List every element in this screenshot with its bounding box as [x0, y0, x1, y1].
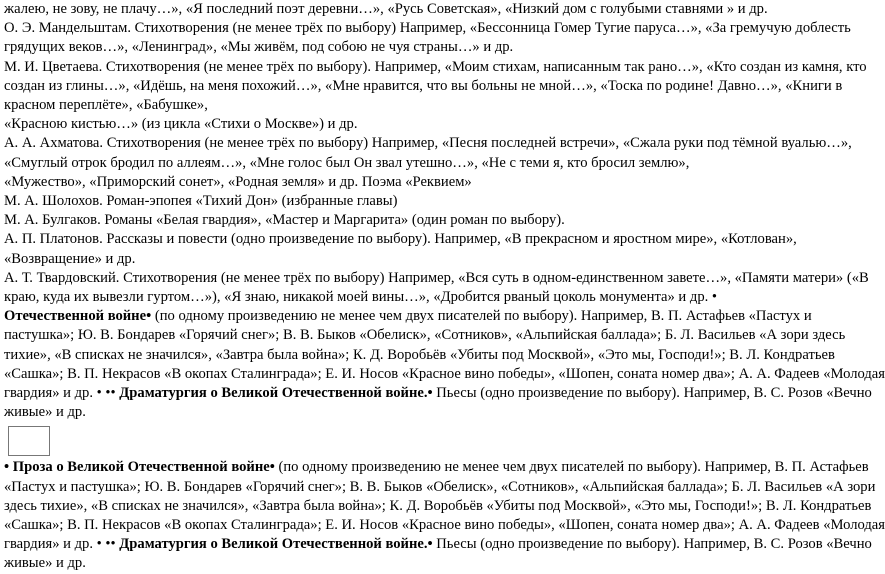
text-span: Пьесы (одно произведение по выбору). Например, В. С. Розов «Вечно [432, 385, 872, 402]
text-line: создан из глины…», «Идёшь, на меня похожий…», «Мне нравится, что вы больны не мной…», «Тоска по родине! Давно…», «Книги в [4, 77, 843, 94]
section-heading: Драматургия о Великой Отечественной войне.• [119, 536, 433, 553]
text-line: А. П. Платонов. Рассказы и повести (одно произведение по выбору). Например, «В прекрасном и яростном мире», «Котлован», [4, 231, 797, 248]
empty-frame [8, 426, 50, 456]
text-span: гвардия» и др. • •• [4, 536, 120, 553]
section-heading: • Проза о Великой Отечественной войне• [4, 459, 275, 476]
text-span: (по одному произведению не менее чем двух писателей по выбору). Например, В. П. Астафьев [274, 459, 869, 476]
text-line: А. А. Ахматова. Стихотворения (не менее трёх по выбору) Например, «Песня последней встречи», «Сжала руки под тёмной вуалью…», [4, 135, 852, 152]
literature-list-top [4, 0, 869, 307]
text-span: Пьесы (одно произведение по выбору). Например, В. С. Розов «Вечно [432, 536, 872, 553]
text-line: здесь тихие», «В списках не значился», «Завтра была война»; К. Д. Воробьёв «Убиты под Москвой», «Это мы, Господи!»; В. Л. Кондратьев [4, 497, 872, 514]
text-line: «Возвращение» и др. [4, 250, 136, 267]
text-line: «Пастух и пастушка»; Ю. В. Бондарев «Горячий снег»; В. В. Быков «Обелиск», «Сотников», «Альпийская баллада»; Б. Л. Васильев «А зори [4, 478, 876, 495]
text-line: «Смуглый отрок бродил по аллеям…», «Мне голос был Он звал утешно…», «Не с теми я, кто бросил землю», [4, 154, 690, 171]
war-prose-block-2 [4, 458, 885, 573]
text-line: «Красною кистью…» (из цикла «Стихи о Москве») и др. [4, 116, 358, 133]
text-line: красном переплёте», «Бабушке», [4, 97, 208, 114]
text-line: грядущих веков…», «Ленинград», «Мы живём, под собою не чуя страны…» и др. [4, 39, 514, 56]
text-line: М. И. Цветаева. Стихотворения (не менее трёх по выбору). Например, «Моим стихам, написанным так рано…», «Кто создан из камня, кто [4, 58, 867, 75]
text-line: М. А. Булгаков. Романы «Белая гвардия», «Мастер и Маргарита» (один роман по выбору). [4, 212, 565, 229]
text-line: тихие», «В списках не значился», «Завтра была война»; К. Д. Воробьёв «Убиты под Москвой», «Это мы, Господи!»; В. Л. Кондратьев [4, 346, 835, 363]
text-span: (по одному произведению не менее чем двух писателей по выбору). Например, В. П. Астафьев «Пастух и [151, 308, 812, 325]
text-line [4, 384, 872, 403]
text-span: гвардия» и др. • •• [4, 385, 120, 402]
section-heading: Драматургия о Великой Отечественной войне.• [119, 385, 433, 402]
text-line [4, 307, 812, 326]
text-line: живые» и др. [4, 404, 86, 421]
text-line: М. А. Шолохов. Роман-эпопея «Тихий Дон» (избранные главы) [4, 193, 398, 210]
war-prose-block-1 [4, 307, 885, 422]
text-line: «Сашка»; В. П. Некрасов «В окопах Сталинграда»; Е. И. Носов «Красное вино победы», «Шопен, соната номер два»; А. А. Фадеев «Молодая [4, 517, 885, 534]
text-line [4, 535, 872, 554]
text-line: живые» и др. [4, 555, 86, 572]
text-line [4, 458, 869, 477]
text-line: краю, куда их вывезли гуртом…»), «Я знаю, никакой моей вины…», «Дробится рваный цоколь монумента» и др. • [4, 289, 718, 306]
text-line: пастушка»; Ю. В. Бондарев «Горячий снег»; В. В. Быков «Обелиск», «Сотников», «Альпийская баллада»; Б. Л. Васильев «А зори здесь [4, 327, 846, 344]
section-heading: Отечественной войне• [4, 308, 152, 325]
text-line: «Сашка»; В. П. Некрасов «В окопах Сталинграда»; Е. И. Носов «Красное вино победы», «Шопен, соната номер два»; А. А. Фадеев «Молодая [4, 365, 885, 382]
text-line: жалею, не зову, не плачу…», «Я последний поэт деревни…», «Русь Советская», «Низкий дом с голубыми ставнями » и др. [4, 1, 768, 17]
text-line: А. Т. Твардовский. Стихотворения (не менее трёх по выбору) Например, «Вся суть в одном-единственном завете…», «Памяти матери» («В [4, 269, 869, 286]
text-line: «Мужество», «Приморский сонет», «Родная земля» и др. Поэма «Реквием» [4, 173, 472, 190]
text-line: О. Э. Мандельштам. Стихотворения (не менее трёх по выбору) Например, «Бессонница Гомер Тугие паруса…», «За гремучую доблесть [4, 20, 851, 37]
